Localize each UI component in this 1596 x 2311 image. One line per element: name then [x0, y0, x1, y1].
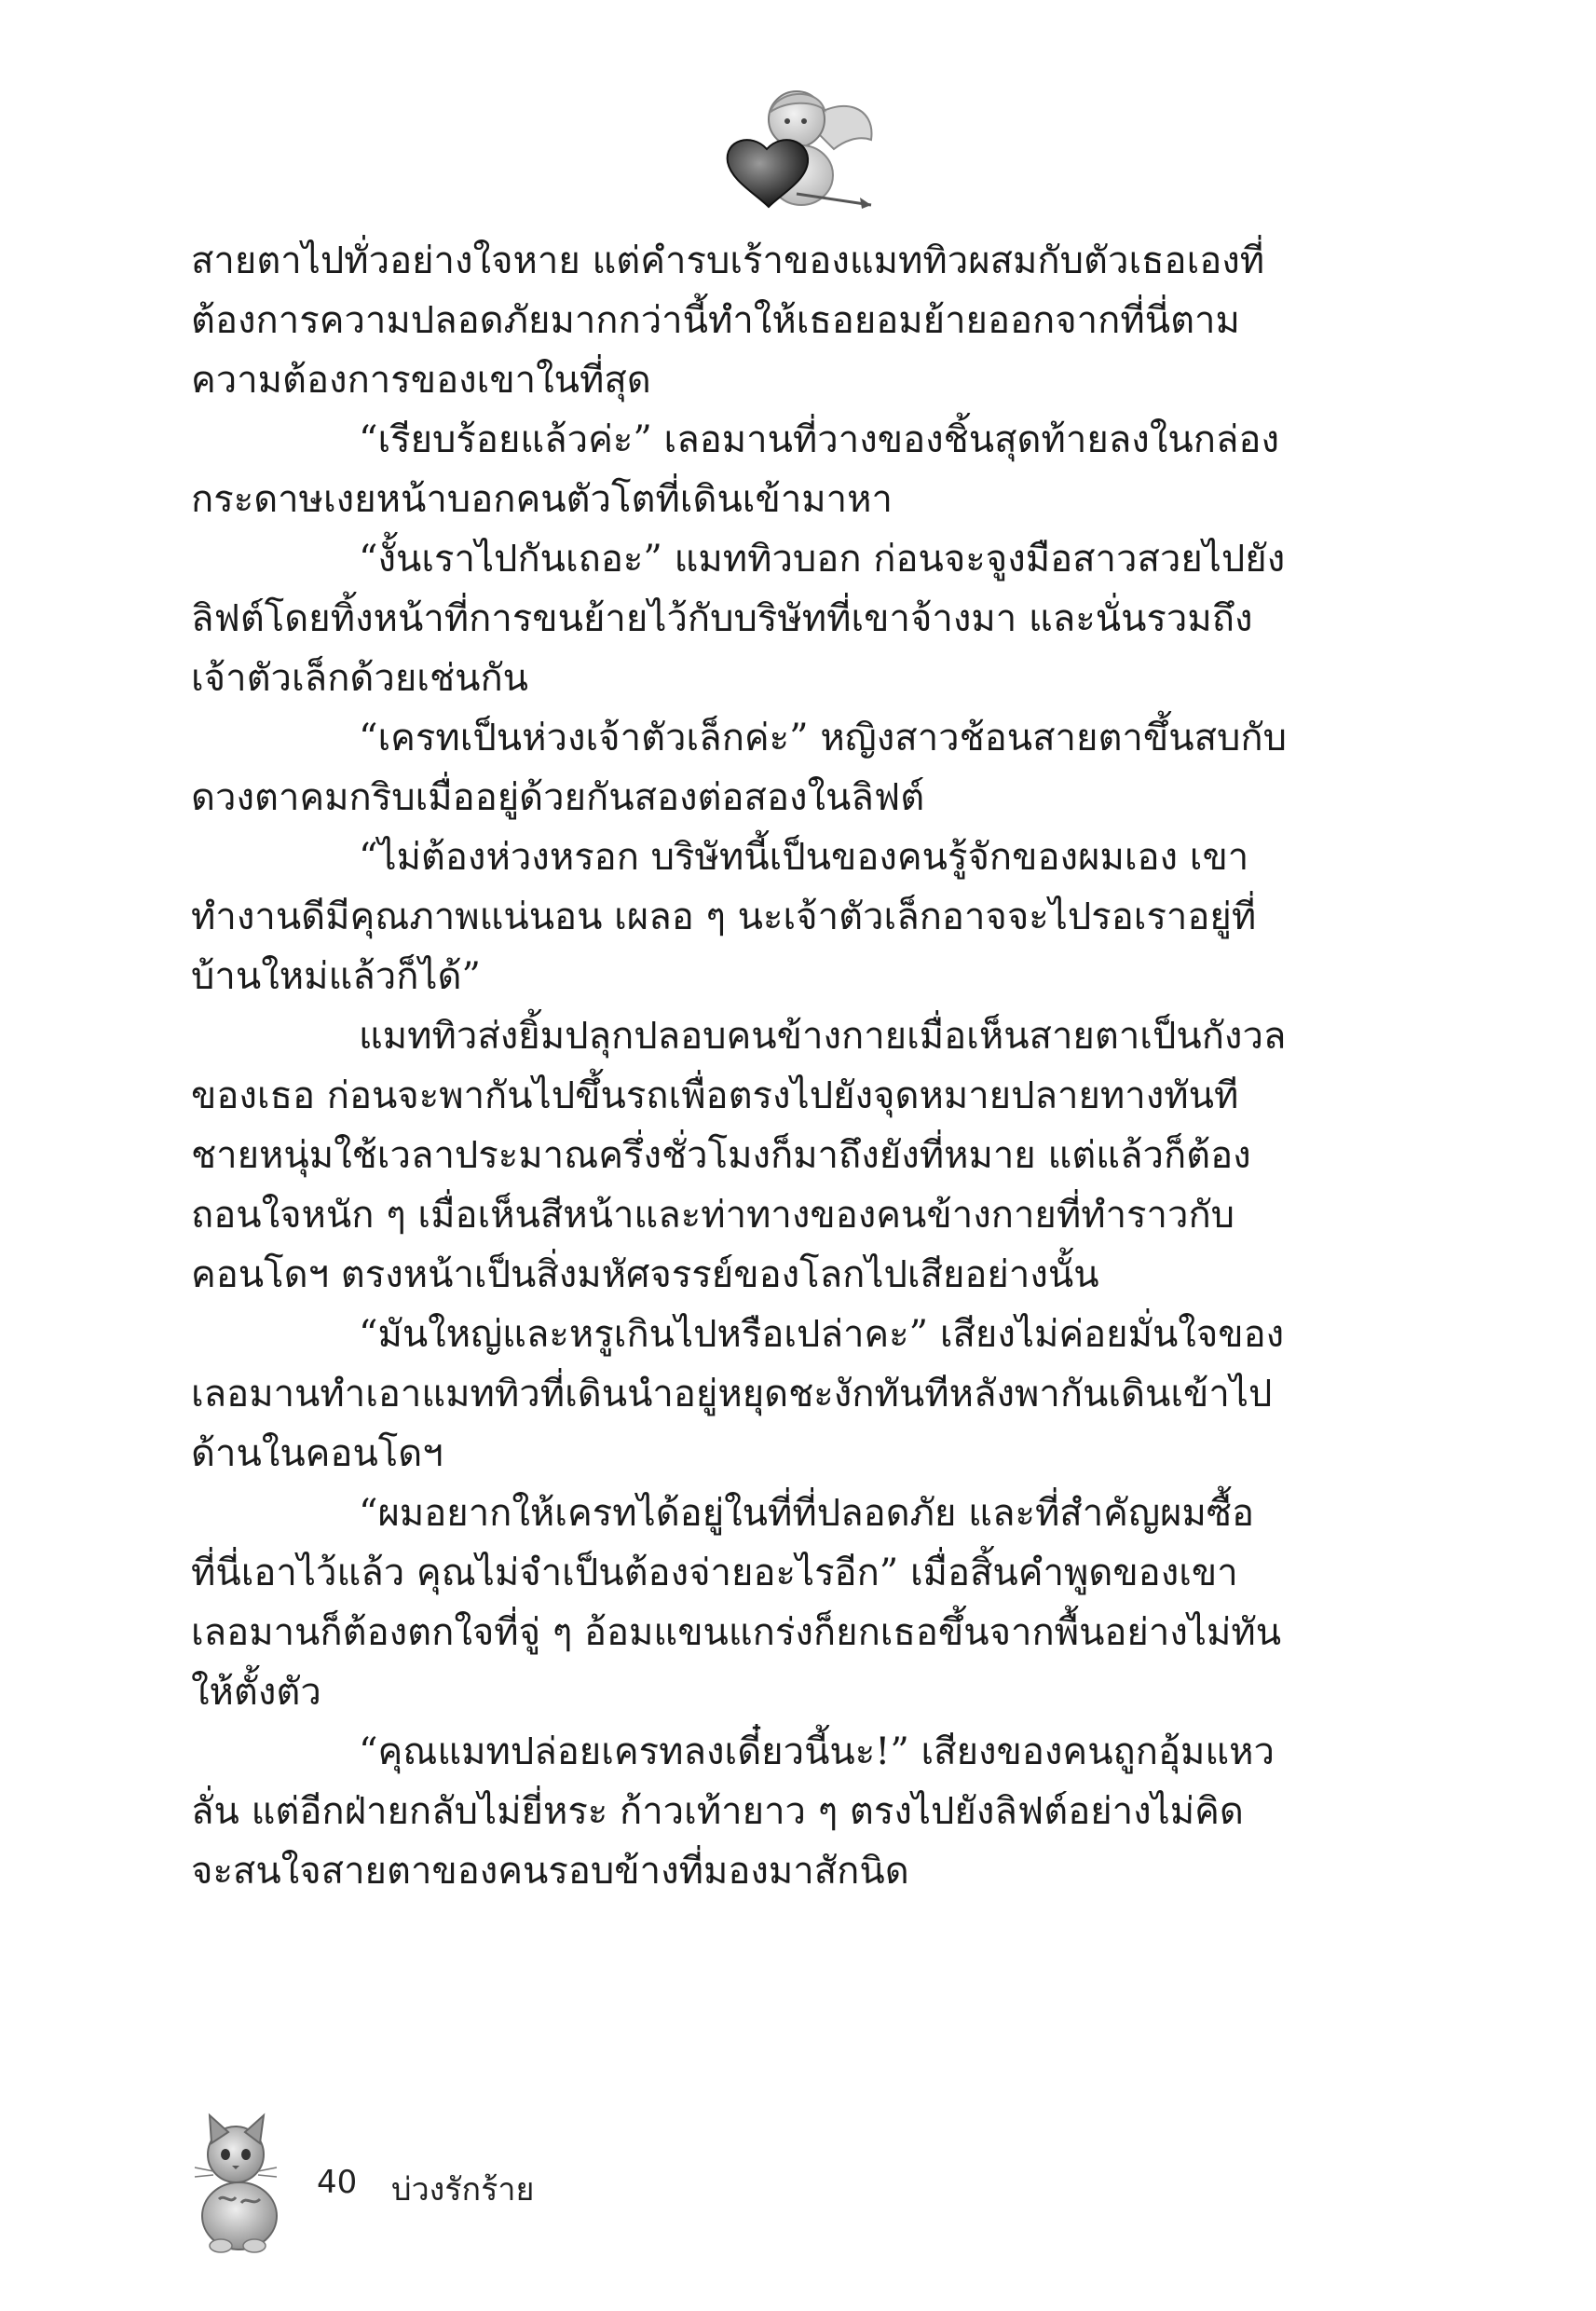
book-title: บ่วงรักร้าย: [391, 2171, 535, 2208]
text-line: คอนโดฯ ตรงหน้าเป็นสิ่งมหัศจรรย์ของโลกไปเสียอย่างนั้น: [191, 1253, 1099, 1296]
kitten-icon: [182, 2106, 293, 2255]
cupid-with-heart-icon: [694, 84, 885, 224]
text-line: ดวงตาคมกริบเมื่ออยู่ด้วยกันสองต่อสองในลิฟต์: [191, 776, 925, 819]
text-line: ของเธอ ก่อนจะพากันไปขึ้นรถเพื่อตรงไปยังจุดหมายปลายทางทันที: [191, 1074, 1239, 1117]
text-line: ถอนใจหนัก ๆ เมื่อเห็นสีหน้าและท่าทางของคนข้างกายที่ทำราวกับ: [191, 1194, 1235, 1237]
text-line: “ไม่ต้องห่วงหรอก บริษัทนี้เป็นของคนรู้จักของผมเอง เขา: [359, 836, 1249, 879]
text-line: เลอมานก็ต้องตกใจที่จู่ ๆ อ้อมแขนแกร่งก็ยกเธอขึ้นจากพื้นอย่างไม่ทัน: [191, 1611, 1282, 1654]
text-line: ต้องการความปลอดภัยมากกว่านี้ทำให้เธอยอมย้ายออกจากที่นี่ตาม: [191, 299, 1240, 342]
text-line: กระดาษเงยหน้าบอกคนตัวโตที่เดินเข้ามาหา: [191, 478, 893, 521]
text-line: “คุณแมทปล่อยเครทลงเดี๋ยวนี้นะ!” เสียงของคนถูกอุ้มแหว: [359, 1730, 1275, 1773]
text-line: เจ้าตัวเล็กด้วยเช่นกัน: [191, 657, 529, 700]
page-number: 40: [317, 2164, 358, 2201]
text-line: ทำงานดีมีคุณภาพแน่นอน เผลอ ๆ นะเจ้าตัวเล็กอาจจะไปรอเราอยู่ที่: [191, 896, 1257, 938]
text-line: แมททิวส่งยิ้มปลุกปลอบคนข้างกายเมื่อเห็นสายตาเป็นกังวล: [359, 1015, 1287, 1058]
text-line: “เรียบร้อยแล้วค่ะ” เลอมานที่วางของชิ้นสุดท้ายลงในกล่อง: [359, 418, 1279, 461]
text-line: ที่นี่เอาไว้แล้ว คุณไม่จำเป็นต้องจ่ายอะไรอีก” เมื่อสิ้นคำพูดของเขา: [191, 1552, 1238, 1594]
text-line: จะสนใจสายตาของคนรอบข้างที่มองมาสักนิด: [191, 1850, 909, 1893]
text-line: สายตาไปทั่วอย่างใจหาย แต่คำรบเร้าของแมททิวผสมกับตัวเธอเองที่: [191, 239, 1265, 282]
text-line: “เครทเป็นห่วงเจ้าตัวเล็กค่ะ” หญิงสาวช้อนสายตาขึ้นสบกับ: [359, 717, 1287, 759]
text-line: ชายหนุ่มใช้เวลาประมาณครึ่งชั่วโมงก็มาถึงยังที่หมาย แต่แล้วก็ต้อง: [191, 1134, 1251, 1177]
text-line: ความต้องการของเขาในที่สุด: [191, 359, 651, 402]
text-line: ลิฟต์โดยทิ้งหน้าที่การขนย้ายไว้กับบริษัทที่เขาจ้างมา และนั่นรวมถึง: [191, 597, 1253, 640]
page-footer: [182, 2106, 834, 2264]
text-line: “งั้นเราไปกันเถอะ” แมททิวบอก ก่อนจะจูงมือสาวสวยไปยัง: [359, 538, 1286, 581]
text-line: ลั่น แต่อีกฝ่ายกลับไม่ยี่หระ ก้าวเท้ายาว ๆ ตรงไปยังลิฟต์อย่างไม่คิด: [191, 1790, 1244, 1833]
text-line: ด้านในคอนโดฯ: [191, 1432, 443, 1475]
text-line: “ผมอยากให้เครทได้อยู่ในที่ที่ปลอดภัย และที่สำคัญผมซื้อ: [359, 1492, 1254, 1535]
body-text: [191, 231, 1430, 1901]
text-line: บ้านใหม่แล้วก็ได้”: [191, 955, 481, 998]
text-line: ให้ตั้งตัว: [191, 1671, 321, 1714]
text-line: “มันใหญ่และหรูเกินไปหรือเปล่าคะ” เสียงไม่ค่อยมั่นใจของ: [359, 1313, 1285, 1356]
text-line: เลอมานทำเอาแมททิวที่เดินนำอยู่หยุดชะงักทันทีหลังพากันเดินเข้าไป: [191, 1373, 1273, 1415]
